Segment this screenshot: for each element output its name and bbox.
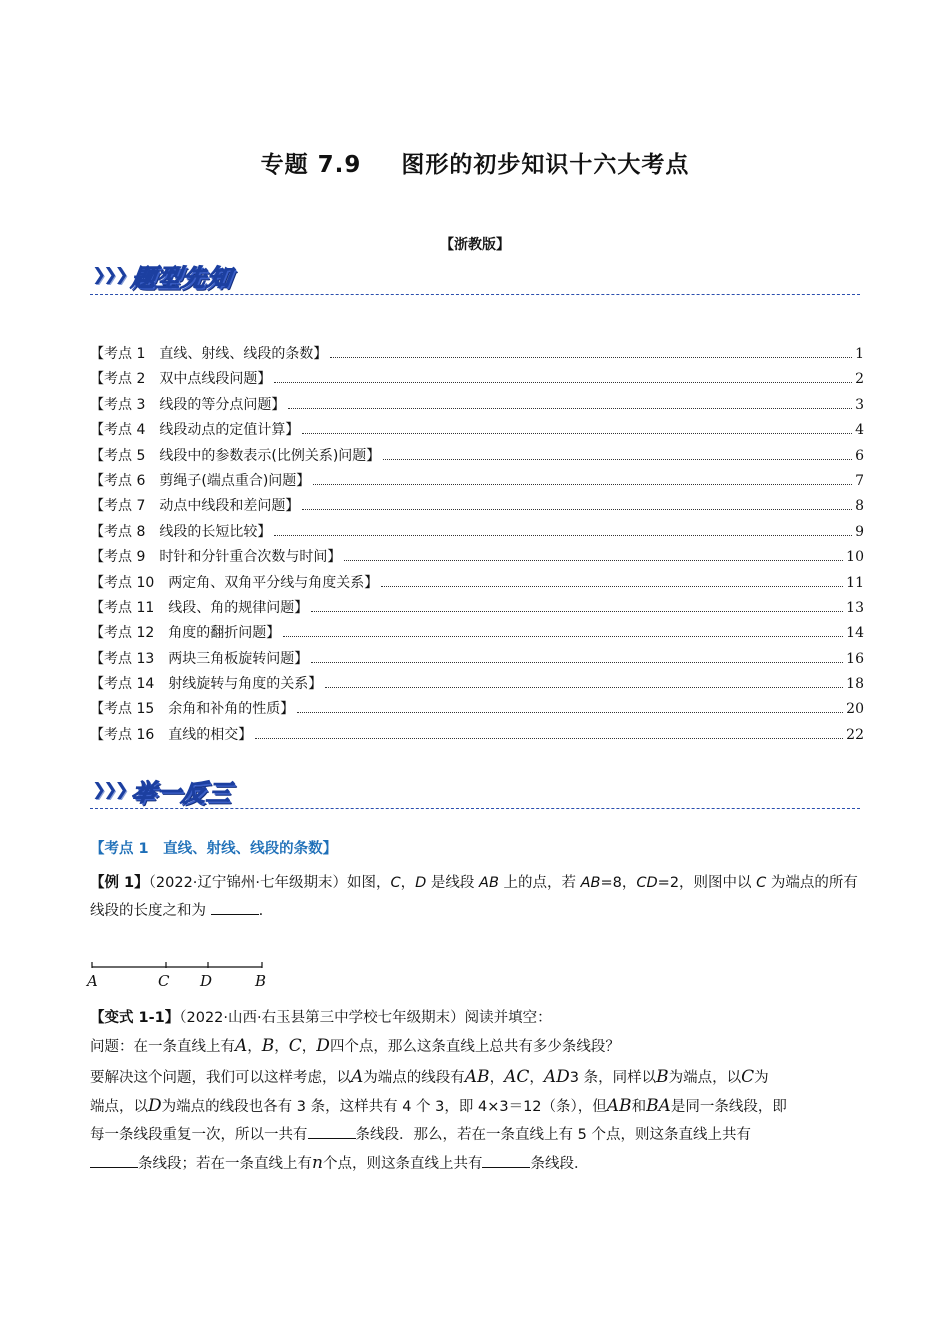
variant-1-1 (90, 1004, 866, 1178)
variant-heading: 【变式 1-1】（2022·山西·右玉县第三中学校七年级期末）阅读并填空： (90, 1010, 552, 1026)
toc-item[interactable]: 【考点 6 剪绳子(端点重合)问题】 7 (90, 472, 864, 489)
table-of-contents (90, 343, 864, 749)
toc-item[interactable]: 【考点 1 直线、射线、线段的条数】 1 (90, 346, 864, 362)
toc-item[interactable]: 【考点 9 时针和分针重合次数与时间】 10 (90, 549, 864, 566)
toc-item[interactable]: 【考点 4 线段动点的定值计算】 4 (90, 422, 864, 439)
toc-item[interactable]: 【考点 8 线段的长短比较】 9 (90, 523, 864, 540)
page-title (0, 146, 950, 179)
section-heading: 【考点 1 直线、射线、线段的条数】 (90, 841, 338, 857)
point-label: B (255, 972, 267, 990)
toc-item[interactable]: 【考点 11 线段、角的规律问题】 13 (90, 599, 864, 616)
answer-blank[interactable] (308, 1124, 356, 1139)
example-1: 【例 1】（2022·辽宁锦州·七年级期末）如图，C，D 是线段 AB 上的点，若 AB=8，CD=2，则图中以 C 为端点的所有线段的长度之和为 . (90, 875, 858, 919)
answer-blank[interactable] (482, 1153, 530, 1168)
toc-item[interactable]: 【考点 7 动点中线段和差问题】 8 (90, 498, 864, 515)
variant-body: 要解决这个问题，我们可以这样考虑，以A为端点的线段有AB，AC，AD3 条，同样以B为端点，以C为 端点，以D为端点的线段也各有 3 条，这样共有 4 个 3，即 4×3＝12（条），但AB和BA是同一条线段，即 每一条线段重复一次，所以一共有 条线段．那么，若在一条直线上有 5 个点，则这条直线上共有 条线段；若在一条直线上有n个点，则这条直线上共有 条线段． (90, 1067, 787, 1173)
answer-blank[interactable] (211, 900, 259, 915)
banner-divider (90, 808, 860, 809)
triple-arrow-icon: ❯❯❯ (92, 780, 126, 800)
triple-arrow-icon: ❯❯❯ (92, 265, 126, 285)
answer-blank[interactable] (90, 1153, 138, 1168)
toc-item[interactable]: 【考点 14 射线旋转与角度的关系】 18 (90, 676, 864, 693)
toc-item[interactable]: 【考点 3 线段的等分点问题】 3 (90, 396, 864, 413)
toc-item[interactable]: 【考点 13 两块三角板旋转问题】 16 (90, 650, 864, 667)
banner-examples-text: 举一反三 (129, 778, 234, 807)
title-number: 专题 7.9 (260, 152, 362, 178)
point-label: D (200, 972, 213, 990)
toc-item[interactable]: 【考点 16 直线的相交】 22 (90, 726, 864, 743)
edition-label: 【浙教版】 (440, 237, 510, 253)
toc-item[interactable]: 【考点 12 角度的翻折问题】 14 (90, 625, 864, 642)
toc-item[interactable]: 【考点 5 线段中的参数表示(比例关系)问题】 6 (90, 447, 864, 464)
banner-examples (92, 773, 232, 807)
banner-overview (92, 258, 232, 292)
toc-item[interactable]: 【考点 2 双中点线段问题】 2 (90, 371, 864, 388)
banner-divider (90, 294, 860, 295)
point-label: C (158, 972, 170, 990)
variant-question: 问题：在一条直线上有A，B，C，D四个点，那么这条直线上总共有多少条线段？ (90, 1036, 620, 1056)
point-label: A (87, 972, 98, 990)
segment-line (84, 956, 284, 972)
banner-overview-text: 题型先知 (129, 263, 234, 292)
segment-diagram (84, 956, 284, 996)
title-text: 图形的初步知识十六大考点 (401, 152, 690, 178)
toc-item[interactable]: 【考点 10 两定角、双角平分线与角度关系】 11 (90, 574, 864, 591)
toc-item[interactable]: 【考点 15 余角和补角的性质】 20 (90, 701, 864, 718)
